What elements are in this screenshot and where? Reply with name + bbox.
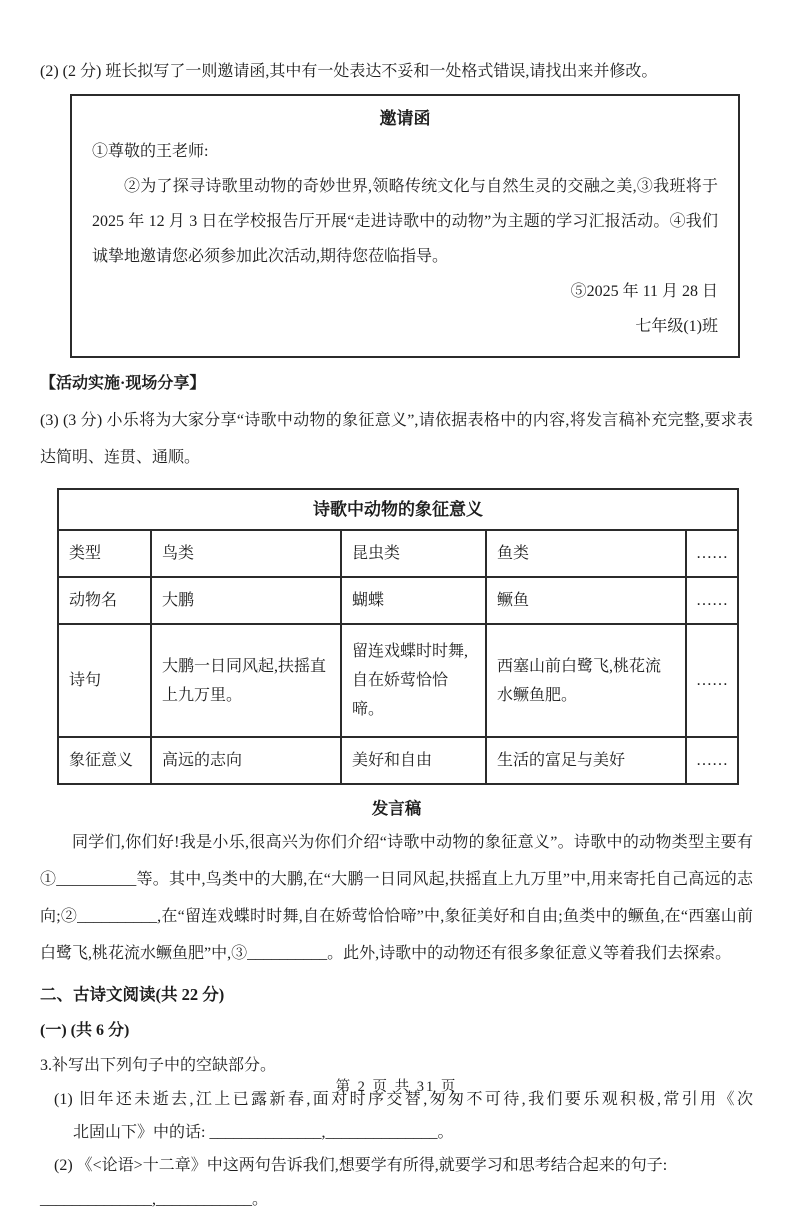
speech-draft-paragraph: 同学们,你们好!我是小乐,很高兴为你们介绍“诗歌中动物的象征意义”。诗歌中的动物类型主要有①__________等。其中,鸟类中的大鹏,在“大鹏一日同风起,扶摇直上九万里”中,用来寄托自己高远的志向;②__________,在“留连戏蝶时时舞,自在娇莺恰恰啼”中,象征美好和自由;鱼类中的鳜鱼,在“西塞山前白鹭飞,桃花流水鳜鱼肥”中,③__________。此外,诗歌中的动物还有很多象征意义等着我们去探索。 xyxy=(40,834,753,962)
invitation-title: 邀请函 xyxy=(379,109,431,128)
cell-type-bird: 鸟类 xyxy=(151,530,341,577)
cell-verse-insect: 留连戏蝶时时舞,自在娇莺恰恰啼。 xyxy=(341,624,486,737)
table-title: 诗歌中动物的象征意义 xyxy=(58,489,738,530)
cell-verse-fish: 西塞山前白鹭飞,桃花流水鳜鱼肥。 xyxy=(486,624,686,737)
cell-verse-bird: 大鹏一日同风起,扶摇直上九万里。 xyxy=(151,624,341,737)
dictation-item-1-line-2: 北固山下》中的话: ______________,______________。 xyxy=(73,1124,454,1141)
question-3-prompt: (3) (3 分) 小乐将为大家分享“诗歌中动物的象征意义”,请依据表格中的内容,将发言稿补充完整,要求表达简明、连贯、通顺。 xyxy=(40,412,753,466)
cell-symbolism-ellipsis: …… xyxy=(686,737,738,784)
cell-symbolism-fish: 生活的富足与美好 xyxy=(486,737,686,784)
invitation-letter-box xyxy=(70,94,740,358)
invitation-signature: 七年级(1)班 xyxy=(635,318,718,335)
speech-draft-title: 发言稿 xyxy=(371,799,422,818)
section-2-part-1-heading: (一) (共 6 分) xyxy=(40,1022,130,1039)
cell-symbolism-bird: 高远的志向 xyxy=(151,737,341,784)
question-3-dictation-stem: 3.补写出下列句子中的空缺部分。 xyxy=(40,1057,277,1074)
cell-animal-fish: 鳜鱼 xyxy=(486,577,686,624)
table-row-symbolism xyxy=(58,737,738,784)
row-header-type: 类型 xyxy=(58,530,151,577)
activity-section-label: 【活动实施·现场分享】 xyxy=(40,375,206,392)
page-number-footer: 第 2 页 共 31 页 xyxy=(335,1079,458,1095)
section-2-heading: 二、古诗文阅读(共 22 分) xyxy=(40,985,225,1004)
cell-symbolism-insect: 美好和自由 xyxy=(341,737,486,784)
table-title-row xyxy=(58,489,738,530)
invitation-date: ⑤2025 年 11 月 28 日 xyxy=(570,283,718,300)
cell-animal-bird: 大鹏 xyxy=(151,577,341,624)
cell-type-fish: 鱼类 xyxy=(486,530,686,577)
question-2-prompt: (2) (2 分) 班长拟写了一则邀请函,其中有一处表达不妥和一处格式错误,请找出来并修改。 xyxy=(40,63,658,80)
table-row-animal xyxy=(58,577,738,624)
invitation-salutation: ①尊敬的王老师: xyxy=(92,143,209,160)
dictation-item-2-blanks: ______________,____________。 xyxy=(40,1191,269,1208)
table-row-type xyxy=(58,530,738,577)
dictation-item-1-line-1: (1) 旧年还未逝去,江上已露新春,面对时序交替,匆匆不可待,我们要乐观积极,常引用《次 xyxy=(54,1091,753,1108)
dictation-item-2-line-1: (2) 《<论语>十二章》中这两句告诉我们,想要学有所得,就要学习和思考结合起来的句子: xyxy=(54,1157,668,1174)
cell-type-insect: 昆虫类 xyxy=(341,530,486,577)
invitation-body: ②为了探寻诗歌里动物的奇妙世界,领略传统文化与自然生灵的交融之美,③我班将于 2025 年 12 月 3 日在学校报告厅开展“走进诗歌中的动物”为主题的学习汇报活动。④我们诚挚地邀请您必须参加此次活动,期待您莅临指导。 xyxy=(92,178,718,265)
cell-animal-insect: 蝴蝶 xyxy=(341,577,486,624)
symbolism-table xyxy=(57,488,739,785)
row-header-verse: 诗句 xyxy=(58,624,151,737)
table-row-verse xyxy=(58,624,738,737)
cell-verse-ellipsis: …… xyxy=(686,624,738,737)
cell-type-ellipsis: …… xyxy=(686,530,738,577)
row-header-animal: 动物名 xyxy=(58,577,151,624)
row-header-symbolism: 象征意义 xyxy=(58,737,151,784)
cell-animal-ellipsis: …… xyxy=(686,577,738,624)
